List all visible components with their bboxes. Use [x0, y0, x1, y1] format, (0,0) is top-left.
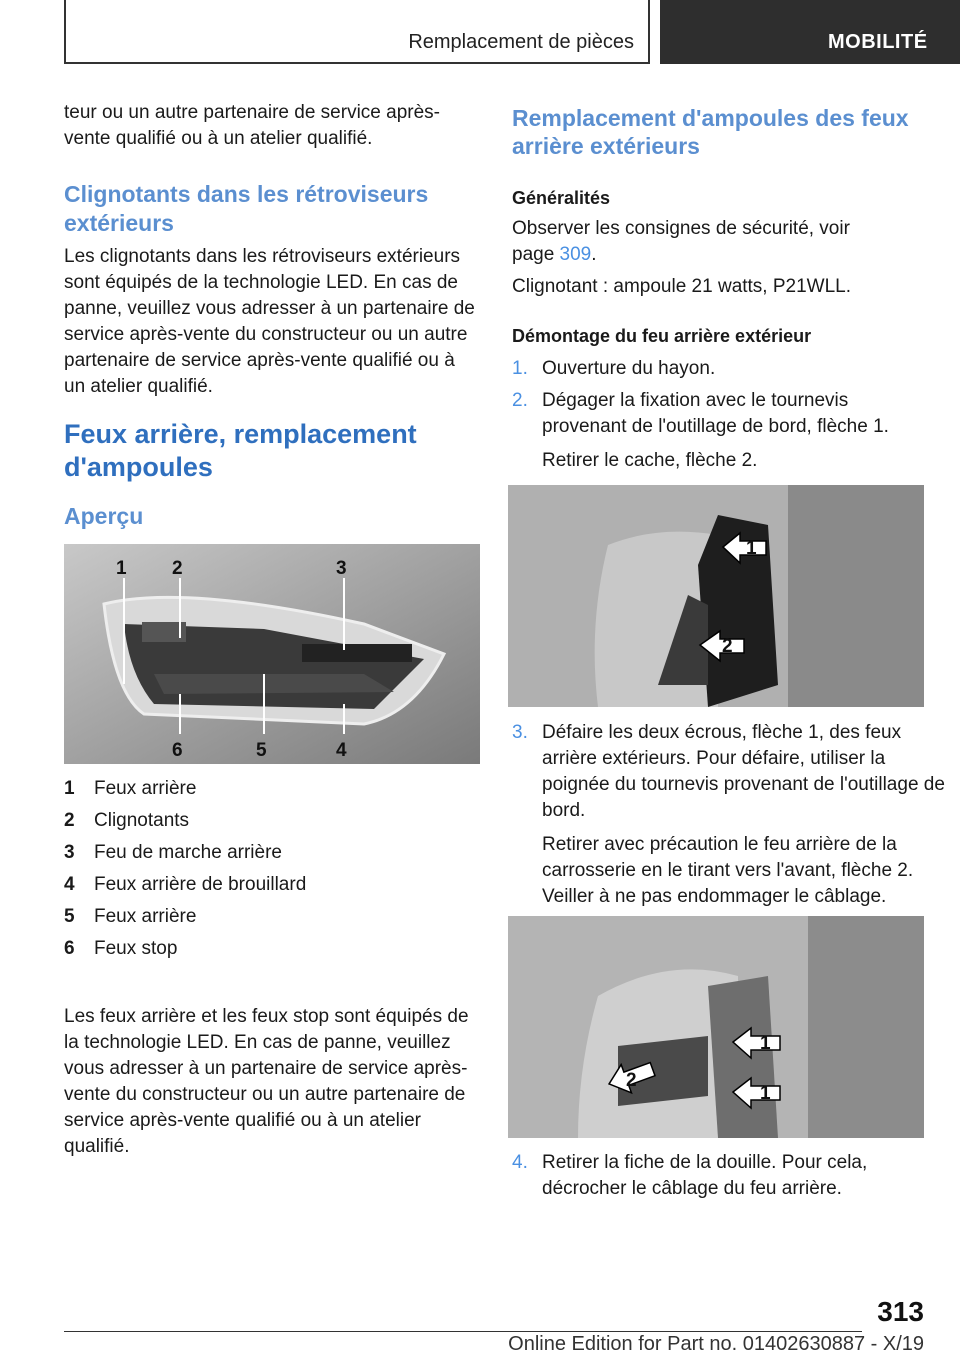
- legend-label: Clignotants: [94, 810, 190, 831]
- step-text: Retirer la fiche de la douille. Pour cela, décrocher le câblage du feu arrière.: [542, 1152, 868, 1199]
- main-heading: Feux arrière, remplacement d'ampoules: [64, 419, 417, 482]
- legend-item: [64, 810, 480, 842]
- fig2-arrow-label: 2: [626, 1070, 637, 1091]
- step-subtext: Retirer le cache, flèche 2.: [542, 450, 758, 471]
- step-text: Ouverture du hayon.: [542, 358, 716, 379]
- step-number: 2.: [512, 390, 528, 411]
- step-subtext: Retirer avec précaution le feu arrière de la carrosserie en le tirant vers l'avant, flèche 2. Veiller à ne pas endommager le câblage.: [542, 834, 914, 907]
- step-item: [512, 1150, 954, 1202]
- removal-heading: Démontage du feu arrière extérieur: [512, 326, 812, 346]
- legend-number: 2: [64, 810, 75, 831]
- header-frame: [64, 0, 650, 64]
- legend-number: 1: [64, 778, 75, 799]
- overview-callout: 4: [336, 740, 347, 761]
- legend-list: [64, 778, 480, 970]
- bulb-text: Clignotant : ampoule 21 watts, P21WLL.: [512, 276, 852, 297]
- overview-callout: 1: [116, 558, 127, 579]
- remove-cover-image: [508, 485, 924, 707]
- page-link[interactable]: 309: [559, 244, 592, 265]
- mirror-heading: Clignotants dans les rétroviseurs extérieurs: [64, 181, 429, 236]
- legend-number: 6: [64, 938, 75, 959]
- legend-label: Feux arrière de brouillard: [94, 874, 307, 895]
- section-title: Remplacement de pièces: [408, 31, 634, 53]
- legend-label: Feux arrière: [94, 778, 197, 799]
- overview-callout: 3: [336, 558, 347, 579]
- intro-text: teur ou un autre partenaire de service après-vente qualifié ou à un atelier qualifié.: [64, 102, 440, 149]
- step-item: [512, 356, 924, 382]
- taillight-overview-image: [64, 544, 480, 764]
- footer-divider: [64, 1331, 862, 1332]
- legend-item: [64, 874, 480, 906]
- legend-label: Feu de marche arrière: [94, 842, 282, 863]
- overview-heading: Aperçu: [64, 503, 144, 529]
- step-number: 4.: [512, 1152, 528, 1173]
- mirror-text: Les clignotants dans les rétroviseurs extérieurs sont équipés de la technologie LED. En cas de panne, veuillez vous adresser à un partenaire de service après-vente du constructeur ou un autre partenaire de service après-vente qualifié ou à un atelier qualifié.: [64, 246, 475, 397]
- general-heading: Généralités: [512, 188, 611, 208]
- general-text-b: .: [591, 244, 597, 265]
- chapter-tab[interactable]: [660, 0, 960, 64]
- general-text: [512, 216, 862, 268]
- step-item: [512, 388, 924, 474]
- overview-callout: 2: [172, 558, 183, 579]
- legend-item: [64, 842, 480, 874]
- fig2-arrow-label: 1: [760, 1083, 771, 1104]
- right-heading: Remplacement d'ampoules des feux arrière extérieurs: [512, 105, 909, 159]
- fig1-arrow-label: 1: [746, 538, 757, 559]
- legend-number: 4: [64, 874, 75, 895]
- step-number: 3.: [512, 722, 528, 743]
- legend-item: [64, 906, 480, 938]
- remove-taillight-image: [508, 916, 924, 1138]
- page-number: 313: [877, 1296, 924, 1327]
- step-text: Défaire les deux écrous, flèche 1, des feux arrière extérieurs. Pour défaire, utiliser la poignée du tournevis provenant de l'outillage de bord.: [542, 722, 945, 821]
- legend-label: Feux stop: [94, 938, 178, 959]
- legend-item: [64, 938, 480, 970]
- overview-callout: 5: [256, 740, 267, 761]
- fig1-arrow-label: 2: [722, 636, 733, 657]
- chapter-label: MOBILITÉ: [828, 31, 928, 53]
- step-number: 1.: [512, 358, 528, 379]
- legend-number: 3: [64, 842, 75, 863]
- general-text-a: Observer les consignes de sécurité, voir page: [512, 218, 850, 265]
- footer-edition: Online Edition for Part no. 01402630887 - X/19: [508, 1333, 924, 1355]
- legend-label: Feux arrière: [94, 906, 197, 927]
- legend-item: [64, 778, 480, 810]
- step-text: Dégager la fixation avec le tournevis provenant de l'outillage de bord, flèche 1.: [542, 390, 889, 437]
- fig2-arrow-label: 1: [760, 1033, 771, 1054]
- overview-callout: 6: [172, 740, 183, 761]
- closing-text: Les feux arrière et les feux stop sont équipés de la technologie LED. En cas de panne, veuillez vous adresser à un partenaire de service après-vente du constructeur ou un autre partenaire de service après-vente qualifié ou à un atelier qualifié.: [64, 1006, 469, 1157]
- legend-number: 5: [64, 906, 75, 927]
- step-item: [512, 720, 954, 910]
